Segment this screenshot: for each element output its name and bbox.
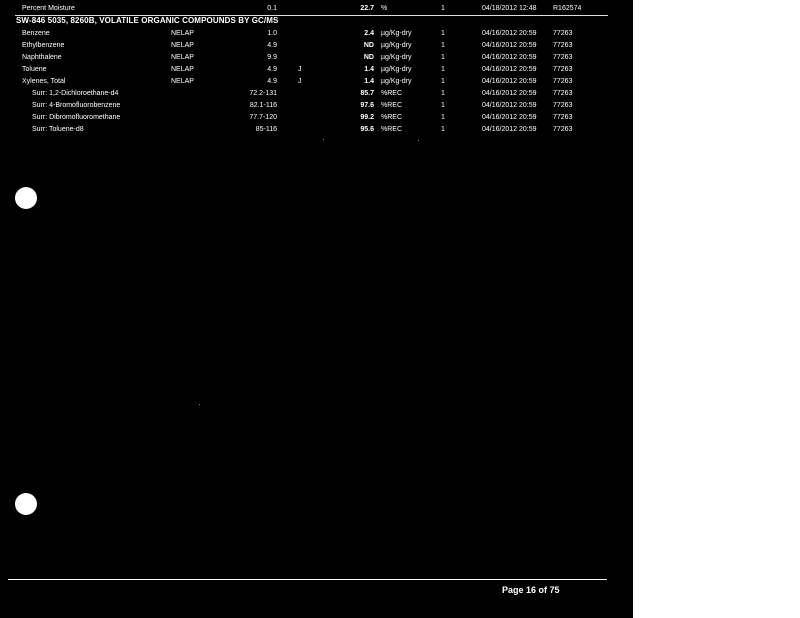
footer-divider <box>8 579 607 580</box>
surrogate-name: Surr: Toluene-d8 <box>32 126 84 133</box>
reporting-limit: 1.0 <box>267 30 277 37</box>
dilution-factor: 1 <box>441 114 445 121</box>
recovery-value: 85.7 <box>360 90 374 97</box>
recovery-limits: 72.2-131 <box>249 90 277 97</box>
unit: µg/Kg-dry <box>381 66 412 73</box>
surrogate-name: Surr: Dibromofluoromethane <box>32 114 121 121</box>
table-row <box>0 52 633 64</box>
result-value: ND <box>363 42 374 49</box>
section-title: SW-846 5035, 8260B, VOLATILE ORGANIC COMPOUNDS BY GC/MS <box>16 16 279 25</box>
analyte-name: Benzene <box>22 30 50 37</box>
unit: %REC <box>381 102 403 109</box>
percent-moisture-row <box>0 3 633 15</box>
batch-id: 77263 <box>553 114 573 121</box>
punch-hole-bottom <box>15 493 37 515</box>
batch-id: 77263 <box>553 54 573 61</box>
batch-id: 77263 <box>553 78 573 85</box>
analysis-date: 04/16/2012 20:59 <box>482 54 537 61</box>
punch-hole-top <box>15 187 37 209</box>
surrogate-name: Surr: 4-Bromofluorobenzene <box>32 102 121 109</box>
unit: %REC <box>381 126 403 133</box>
recovery-value: 97.6 <box>360 102 374 109</box>
analyte-name: Naphthalene <box>22 54 62 61</box>
scan-speck <box>418 140 419 141</box>
analysis-date: 04/16/2012 20:59 <box>482 90 537 97</box>
surrogate-row <box>0 100 633 112</box>
analysis-date: 04/16/2012 20:59 <box>482 42 537 49</box>
unit: µg/Kg-dry <box>381 78 412 85</box>
analyte-name: Toluene <box>22 66 47 73</box>
analysis-date: 04/16/2012 20:59 <box>482 114 537 121</box>
recovery-value: 99.2 <box>360 114 374 121</box>
dilution-factor: 1 <box>441 126 445 133</box>
batch-id: R162574 <box>553 5 582 12</box>
scan-speck <box>199 404 200 405</box>
batch-id: 77263 <box>553 126 573 133</box>
qualifier: J <box>298 66 302 73</box>
unit: µg/Kg-dry <box>381 54 412 61</box>
reporting-limit: 4.9 <box>267 66 277 73</box>
dilution-factor: 1 <box>441 30 445 37</box>
dilution-factor: 1 <box>441 66 445 73</box>
batch-id: 77263 <box>553 90 573 97</box>
batch-id: 77263 <box>553 102 573 109</box>
analyte-name: Xylenes, Total <box>22 78 66 85</box>
recovery-limits: 85-116 <box>255 126 277 133</box>
recovery-limits: 77.7-120 <box>249 114 277 121</box>
batch-id: 77263 <box>553 42 573 49</box>
dilution-factor: 1 <box>441 42 445 49</box>
dilution-factor: 1 <box>441 90 445 97</box>
table-row <box>0 76 633 88</box>
page-number: Page 16 of 75 <box>502 585 560 595</box>
dilution-factor: 1 <box>441 5 445 12</box>
reporting-limit: 4.9 <box>267 42 277 49</box>
batch-id: 77263 <box>553 66 573 73</box>
result-value: 1.4 <box>364 78 374 85</box>
dilution-factor: 1 <box>441 102 445 109</box>
unit: µg/Kg-dry <box>381 30 412 37</box>
certification: NELAP <box>171 78 194 85</box>
analyte-name: Percent Moisture <box>22 5 75 12</box>
unit: % <box>381 5 388 12</box>
analysis-date: 04/18/2012 12:48 <box>482 5 537 12</box>
surrogate-row <box>0 88 633 100</box>
unit: µg/Kg-dry <box>381 42 412 49</box>
surrogate-row <box>0 124 633 136</box>
dilution-factor: 1 <box>441 78 445 85</box>
unit: %REC <box>381 114 403 121</box>
recovery-limits: 82.1-116 <box>249 102 277 109</box>
batch-id: 77263 <box>553 30 573 37</box>
result-value: 1.4 <box>364 66 374 73</box>
analyte-name: Ethylbenzene <box>22 42 65 49</box>
certification: NELAP <box>171 42 194 49</box>
table-row <box>0 28 633 40</box>
surrogate-row <box>0 112 633 124</box>
result-value: 22.7 <box>360 5 374 12</box>
analysis-date: 04/16/2012 20:59 <box>482 78 537 85</box>
reporting-limit: 9.9 <box>267 54 277 61</box>
analysis-date: 04/16/2012 20:59 <box>482 102 537 109</box>
certification: NELAP <box>171 66 194 73</box>
recovery-value: 95.6 <box>360 126 374 133</box>
result-value: 2.4 <box>364 30 374 37</box>
certification: NELAP <box>171 30 194 37</box>
table-row <box>0 40 633 52</box>
table-row <box>0 64 633 76</box>
reporting-limit: 0.1 <box>267 5 277 12</box>
qualifier: J <box>298 78 302 85</box>
unit: %REC <box>381 90 403 97</box>
certification: NELAP <box>171 54 194 61</box>
result-value: ND <box>363 54 374 61</box>
dilution-factor: 1 <box>441 54 445 61</box>
analysis-date: 04/16/2012 20:59 <box>482 66 537 73</box>
scan-speck <box>323 139 324 140</box>
surrogate-name: Surr: 1,2-Dichloroethane-d4 <box>32 90 119 97</box>
reporting-limit: 4.9 <box>267 78 277 85</box>
analysis-date: 04/16/2012 20:59 <box>482 30 537 37</box>
analysis-date: 04/16/2012 20:59 <box>482 126 537 133</box>
